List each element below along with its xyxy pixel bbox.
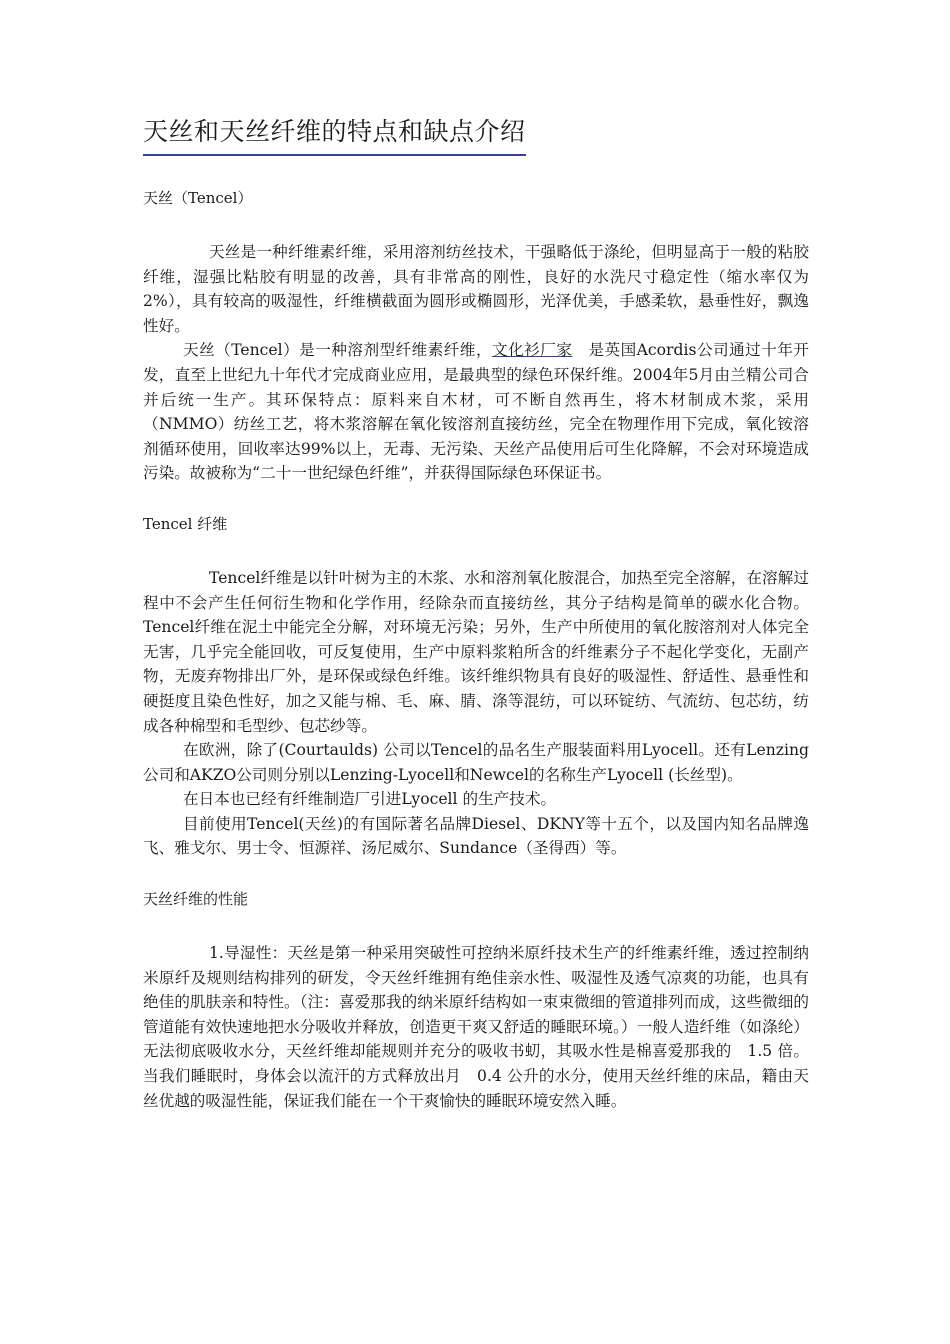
- paragraph-tencel-history: [143, 338, 809, 486]
- paragraph-text: 是英国Acordis公司通过十年开发，直至上世纪九十年代才完成商业应用，是最典型的绿色环保纤维。2004年5月由兰精公司合并后统一生产。其环保特点：原料来自木材，可不断自然再生，将木材制成木浆，采用（NMMO）纺丝工艺，将木浆溶解在氧化铵溶剂直接纺丝，完全在物理作用下完成，氧化铵溶剂循环使用，回收率达99%以上，无毒、无污染、天丝产品使用后可生化降解，不会对环境造成污染。故被称为“二十一世纪绿色纤维”，并获得国际绿色环保证书。: [143, 341, 809, 483]
- paragraph-fiber-process: Tencel纤维是以针叶树为主的木浆、水和溶剂氧化胺混合，加热至完全溶解，在溶解过程中不会产生任何衍生物和化学作用，经除杂而直接纺丝，其分子结构是简单的碳水化合物。Tencel纤维在泥土中能完全分解，对环境无污染；另外，生产中所使用的氧化胺溶剂对人体完全无害，几乎完全能回收，可反复使用，生产中原料浆粕所含的纤维素分子不起化学变化，无副产物，无废弃物排出厂外，是环保或绿色纤维。该纤维织物具有良好的吸湿性、舒适性、悬垂性和硬挺度且染色性好，加之又能与棉、毛、麻、腈、涤等混纺，可以环锭纺、气流纺、包芯纺，纺成各种棉型和毛型纱、包芯纱等。: [143, 568, 809, 735]
- paragraph-brands: 目前使用Tencel(天丝)的有国际著名品牌Diesel、DKNY等十五个，以及国内知名品牌逸飞、雅戈尔、男士令、恒源祥、汤尼威尔、Sundance（圣得西）等。: [143, 814, 809, 858]
- paragraph-japan-producers: 在日本也已经有纤维制造厂引进Lyocell 的生产技术。: [183, 790, 557, 809]
- paragraph-moisture-wicking: 1.导湿性：天丝是第一种采用突破性可控纳米原纤技术生产的纤维素纤维，透过控制纳米原纤及规则结构排列的研发，令天丝纤维拥有绝佳亲水性、吸湿性及透气凉爽的功能，也具有绝佳的肌肤亲和特性。（注：喜爱那我的纳米原纤结构如一束束微细的管道排列而成，这些微细的管道能有效快速地把水分吸收并释放，创造更干爽又舒适的睡眠环境。）一般人造纤维（如涤纶）无法彻底吸收水分，天丝纤维却能规则并充分的吸收书虭，其吸水性是棉喜爱那我的 1.5 倍。当我们睡眠时，身体会以流汗的方式释放出月 0.4 公升的水分，使用天丝纤维的床品，籍由天丝优越的吸湿性能，保证我们能在一个干爽愉快的睡眠环境安然入睡。: [143, 944, 809, 1110]
- paragraph-europe-producers: 在欧洲，除了(Courtaulds) 公司以Tencel的品名生产服装面料用Lyocell。还有Lenzing公司和AKZO公司则分别以Lenzing-Lyocell和Newcel的名称生产Lyocell (长丝型)。: [143, 741, 809, 784]
- page-title: 天丝和天丝纤维的特点和缺点介绍: [143, 112, 526, 156]
- section-heading-tencel: 天丝（Tencel）: [143, 189, 253, 207]
- section-heading-performance: 天丝纤维的性能: [143, 890, 249, 909]
- paragraph-text: 天丝（Tencel）是一种溶剂型纤维素纤维，: [183, 341, 493, 360]
- paragraph-tencel-intro: 天丝是一种纤维素纤维，采用溶剂纺丝技术，干强略低于涤纶，但明显高于一般的粘胶纤维，湿强比粘胶有明显的改善，具有非常高的刚性，良好的水洗尺寸稳定性（缩水率仅为2%），具有较高的吸湿性，纤维横截面为圆形或椭圆形，光泽优美，手感柔软，悬垂性好，飘逸性好。: [143, 243, 809, 335]
- document-body: [143, 186, 809, 1113]
- culture-shirt-factory-link[interactable]: 文化衫厂家: [492, 341, 573, 360]
- section-heading-tencel-fiber: Tencel 纤维: [143, 514, 228, 533]
